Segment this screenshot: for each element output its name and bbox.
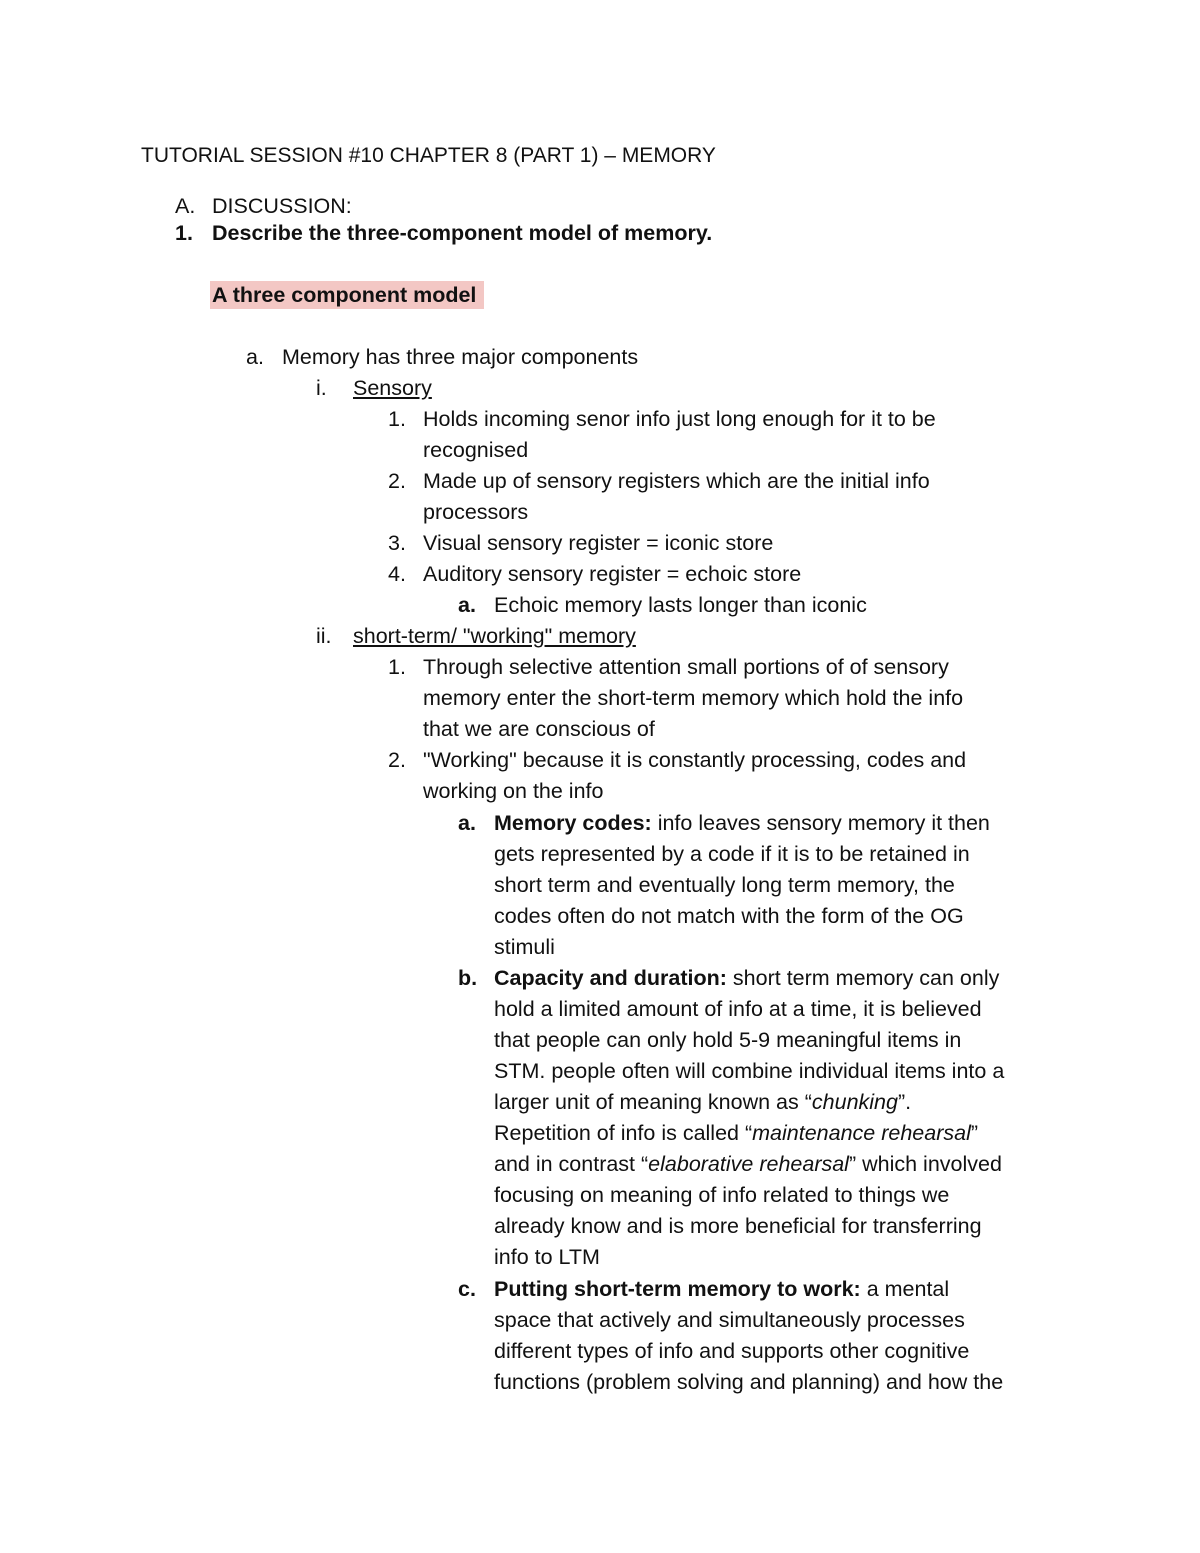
list-item-text: working on the info [423, 779, 604, 803]
sub-item-marker: a. [458, 811, 476, 835]
work-first: a mental [860, 1277, 950, 1301]
stm-heading: short-term/ "working" memory [353, 624, 636, 648]
question-marker: 1. [175, 221, 193, 245]
highlight-heading-text: A three component model [210, 281, 484, 309]
maintenance-line [494, 1118, 978, 1149]
capacity-line [494, 963, 999, 994]
question-text: Describe the three-component model of memory. [212, 221, 713, 245]
maintenance-term: maintenance rehearsal [752, 1121, 971, 1145]
list-item-text: Through selective attention small portions of of sensory [423, 655, 949, 679]
capacity-term: Capacity and duration: [494, 966, 727, 990]
chunking-pre: larger unit of meaning known as “ [494, 1090, 812, 1114]
sub-item-text: codes often do not match with the form of the OG [494, 904, 964, 928]
list-item-text: recognised [423, 438, 529, 462]
list-item-marker: 1. [388, 655, 406, 679]
list-item-text: processors [423, 500, 529, 524]
list-item-text: Visual sensory register = iconic store [423, 531, 774, 555]
sub-item-marker: a. [458, 593, 476, 617]
sub-item-text: that people can only hold 5-9 meaningful items in [494, 1028, 962, 1052]
list-marker-a: a. [246, 345, 264, 369]
sub-item-marker: b. [458, 966, 478, 990]
work-line [494, 1274, 949, 1305]
chunking-line [494, 1087, 911, 1118]
elaborative-post: ” which involved [848, 1152, 1002, 1176]
list-item-text: Auditory sensory register = echoic store [423, 562, 802, 586]
maintenance-post: ” [970, 1121, 979, 1145]
list-item-marker: 1. [388, 407, 406, 431]
list-item-text: Made up of sensory registers which are the initial info [423, 469, 930, 493]
list-marker-i: i. [316, 376, 327, 400]
list-item-marker: 4. [388, 562, 406, 586]
components-text: Memory has three major components [282, 345, 639, 369]
sub-item-text: space that actively and simultaneously processes [494, 1308, 965, 1332]
chunking-term: chunking [811, 1090, 898, 1114]
memory-codes-line [494, 808, 990, 839]
section-marker: A. [175, 194, 196, 218]
sub-item-text: different types of info and supports other cognitive [494, 1339, 970, 1363]
sub-item-text: gets represented by a code if it is to be retained in [494, 842, 970, 866]
memory-codes-first: info leaves sensory memory it then [651, 811, 990, 835]
list-item-text: "Working" because it is constantly processing, codes and [423, 748, 967, 772]
highlight-heading [210, 280, 484, 311]
sub-item-text: focusing on meaning of info related to things we [494, 1183, 950, 1207]
list-marker-ii: ii. [316, 624, 332, 648]
elaborative-term: elaborative rehearsal [648, 1152, 849, 1176]
sub-item-text: already know and is more beneficial for transferring [494, 1214, 982, 1238]
list-item-text: that we are conscious of [423, 717, 655, 741]
section-label: DISCUSSION: [212, 194, 352, 218]
sensory-heading: Sensory [353, 376, 432, 400]
list-item-marker: 2. [388, 469, 406, 493]
list-item-marker: 3. [388, 531, 406, 555]
page-title: TUTORIAL SESSION #10 CHAPTER 8 (PART 1) – MEMORY [141, 144, 716, 167]
sub-item-text: functions (problem solving and planning) and how the [494, 1370, 1004, 1394]
list-item-text: memory enter the short-term memory which hold the info [423, 686, 964, 710]
sub-item-text: STM. people often will combine individual items into a [494, 1059, 1005, 1083]
elaborative-pre: and in contrast “ [494, 1152, 649, 1176]
elaborative-line [494, 1149, 1002, 1180]
chunking-post: ”. [897, 1090, 912, 1114]
sub-item-text: Echoic memory lasts longer than iconic [494, 593, 867, 617]
sub-item-text: stimuli [494, 935, 555, 959]
memory-codes-term: Memory codes: [494, 811, 652, 835]
sub-item-marker: c. [458, 1277, 476, 1301]
capacity-first: short term memory can only [726, 966, 1000, 990]
sub-item-text: hold a limited amount of info at a time, it is believed [494, 997, 982, 1021]
list-item-text: Holds incoming senor info just long enough for it to be [423, 407, 936, 431]
maintenance-pre: Repetition of info is called “ [494, 1121, 753, 1145]
sub-item-text: short term and eventually long term memory, the [494, 873, 955, 897]
sub-item-text: info to LTM [494, 1245, 600, 1269]
list-item-marker: 2. [388, 748, 406, 772]
work-term: Putting short-term memory to work: [494, 1277, 861, 1301]
